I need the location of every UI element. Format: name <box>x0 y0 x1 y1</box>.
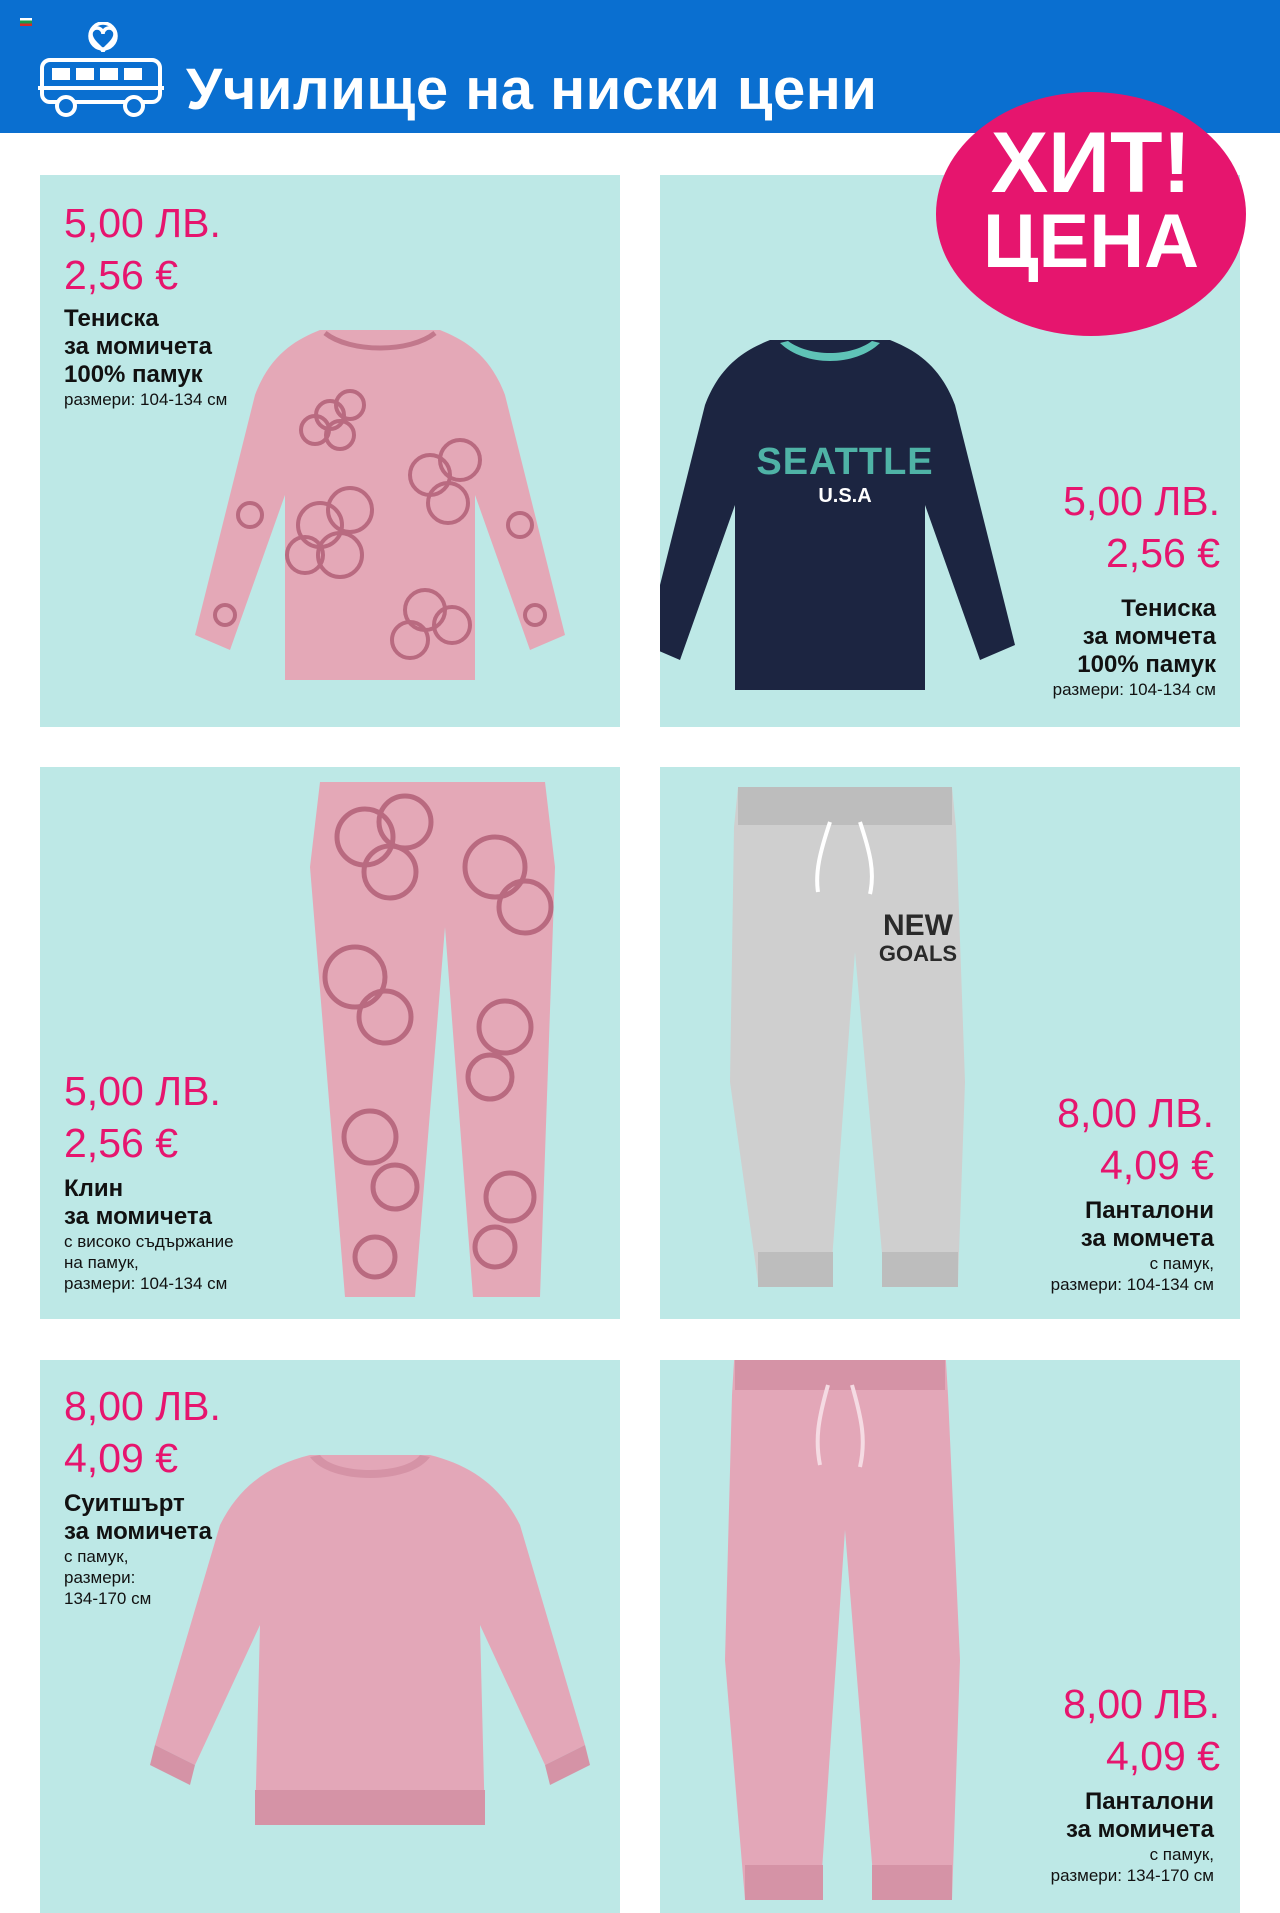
product-material: 100% памук <box>1077 651 1216 678</box>
print-line-1: SEATTLE <box>756 441 934 483</box>
product-card-girls-leggings[interactable] <box>40 767 620 1319</box>
product-detail: с памук, <box>64 1547 129 1566</box>
price-eur: 4,09 € <box>1100 1142 1214 1188</box>
badge-line-2: ЦЕНА <box>983 199 1199 284</box>
product-card-boys-joggers[interactable] <box>660 767 1240 1319</box>
new-goals-print <box>878 910 958 966</box>
price-block <box>64 197 221 301</box>
price-bgn: 5,00 ЛВ. <box>1063 478 1220 524</box>
product-audience: за момичета <box>64 1518 212 1545</box>
girls-tee-image <box>190 325 570 695</box>
print-line-2: U.S.A <box>818 485 872 507</box>
print-line-1: NEW <box>883 909 953 942</box>
product-sizes: размери: 104-134 см <box>1052 680 1216 699</box>
price-eur: 4,09 € <box>64 1435 178 1481</box>
price-block <box>64 1065 221 1169</box>
product-sizes: 134-170 см <box>64 1589 152 1608</box>
price-bgn: 8,00 ЛВ. <box>1057 1090 1214 1136</box>
girls-leggings-image <box>295 777 575 1307</box>
price-block <box>1057 1087 1214 1191</box>
product-description <box>1051 1197 1214 1295</box>
price-bgn: 5,00 ЛВ. <box>64 1068 221 1114</box>
price-bgn: 8,00 ЛВ. <box>64 1383 221 1429</box>
price-block <box>1063 1678 1220 1782</box>
product-sizes: размери: 104-134 см <box>64 1274 228 1293</box>
price-bgn: 5,00 ЛВ. <box>64 200 221 246</box>
product-audience: за момичета <box>1066 1816 1214 1843</box>
product-sizes: размери: 104-134 см <box>64 390 228 409</box>
product-material: 100% памук <box>64 361 203 388</box>
price-eur: 2,56 € <box>64 1120 178 1166</box>
product-sizes: размери: 134-170 см <box>1050 1866 1214 1885</box>
print-line-2: GOALS <box>878 941 958 966</box>
school-bus-icon <box>38 22 168 122</box>
price-bgn: 8,00 ЛВ. <box>1063 1681 1220 1727</box>
girls-joggers-image <box>710 1360 970 1910</box>
product-name: Тениска <box>1121 595 1216 622</box>
price-block <box>64 1380 221 1484</box>
price-eur: 2,56 € <box>1106 530 1220 576</box>
product-detail: размери: <box>64 1568 136 1587</box>
product-name: Тениска <box>64 305 159 332</box>
page-title: Училище на ниски цени <box>186 57 878 122</box>
badge-line-1: ХИТ! <box>990 115 1192 211</box>
price-block <box>1063 475 1220 579</box>
price-eur: 4,09 € <box>1106 1733 1220 1779</box>
boys-joggers-image <box>720 782 970 1302</box>
product-description <box>1051 1788 1214 1886</box>
product-audience: за момчета <box>1080 1225 1214 1252</box>
product-name: Панталони <box>1084 1788 1214 1815</box>
product-sizes: размери: 104-134 см <box>1050 1275 1214 1294</box>
price-eur: 2,56 € <box>64 252 178 298</box>
product-audience: за момичета <box>64 1203 212 1230</box>
product-name: Суитшърт <box>64 1490 185 1517</box>
product-description <box>64 305 227 410</box>
product-audience: за момчета <box>1082 623 1216 650</box>
hit-price-badge <box>936 92 1246 336</box>
product-audience: за момичета <box>64 333 212 360</box>
product-detail: на памук, <box>64 1253 139 1272</box>
seattle-print <box>750 440 940 508</box>
product-card-girls-sweatshirt[interactable] <box>40 1360 620 1913</box>
product-detail: с памук, <box>1149 1254 1214 1273</box>
product-name: Клин <box>64 1175 124 1202</box>
product-card-girls-joggers[interactable] <box>660 1360 1240 1913</box>
product-card-girls-tee[interactable] <box>40 175 620 727</box>
product-description <box>64 1175 234 1294</box>
flag-icon <box>20 18 32 26</box>
product-detail: с високо съдържание <box>64 1232 234 1251</box>
product-description <box>64 1490 212 1609</box>
product-description <box>1053 595 1216 700</box>
product-detail: с памук, <box>1149 1845 1214 1864</box>
product-name: Панталони <box>1084 1197 1214 1224</box>
boys-tee-image <box>660 335 1020 705</box>
girls-sweatshirt-image <box>150 1445 590 1825</box>
